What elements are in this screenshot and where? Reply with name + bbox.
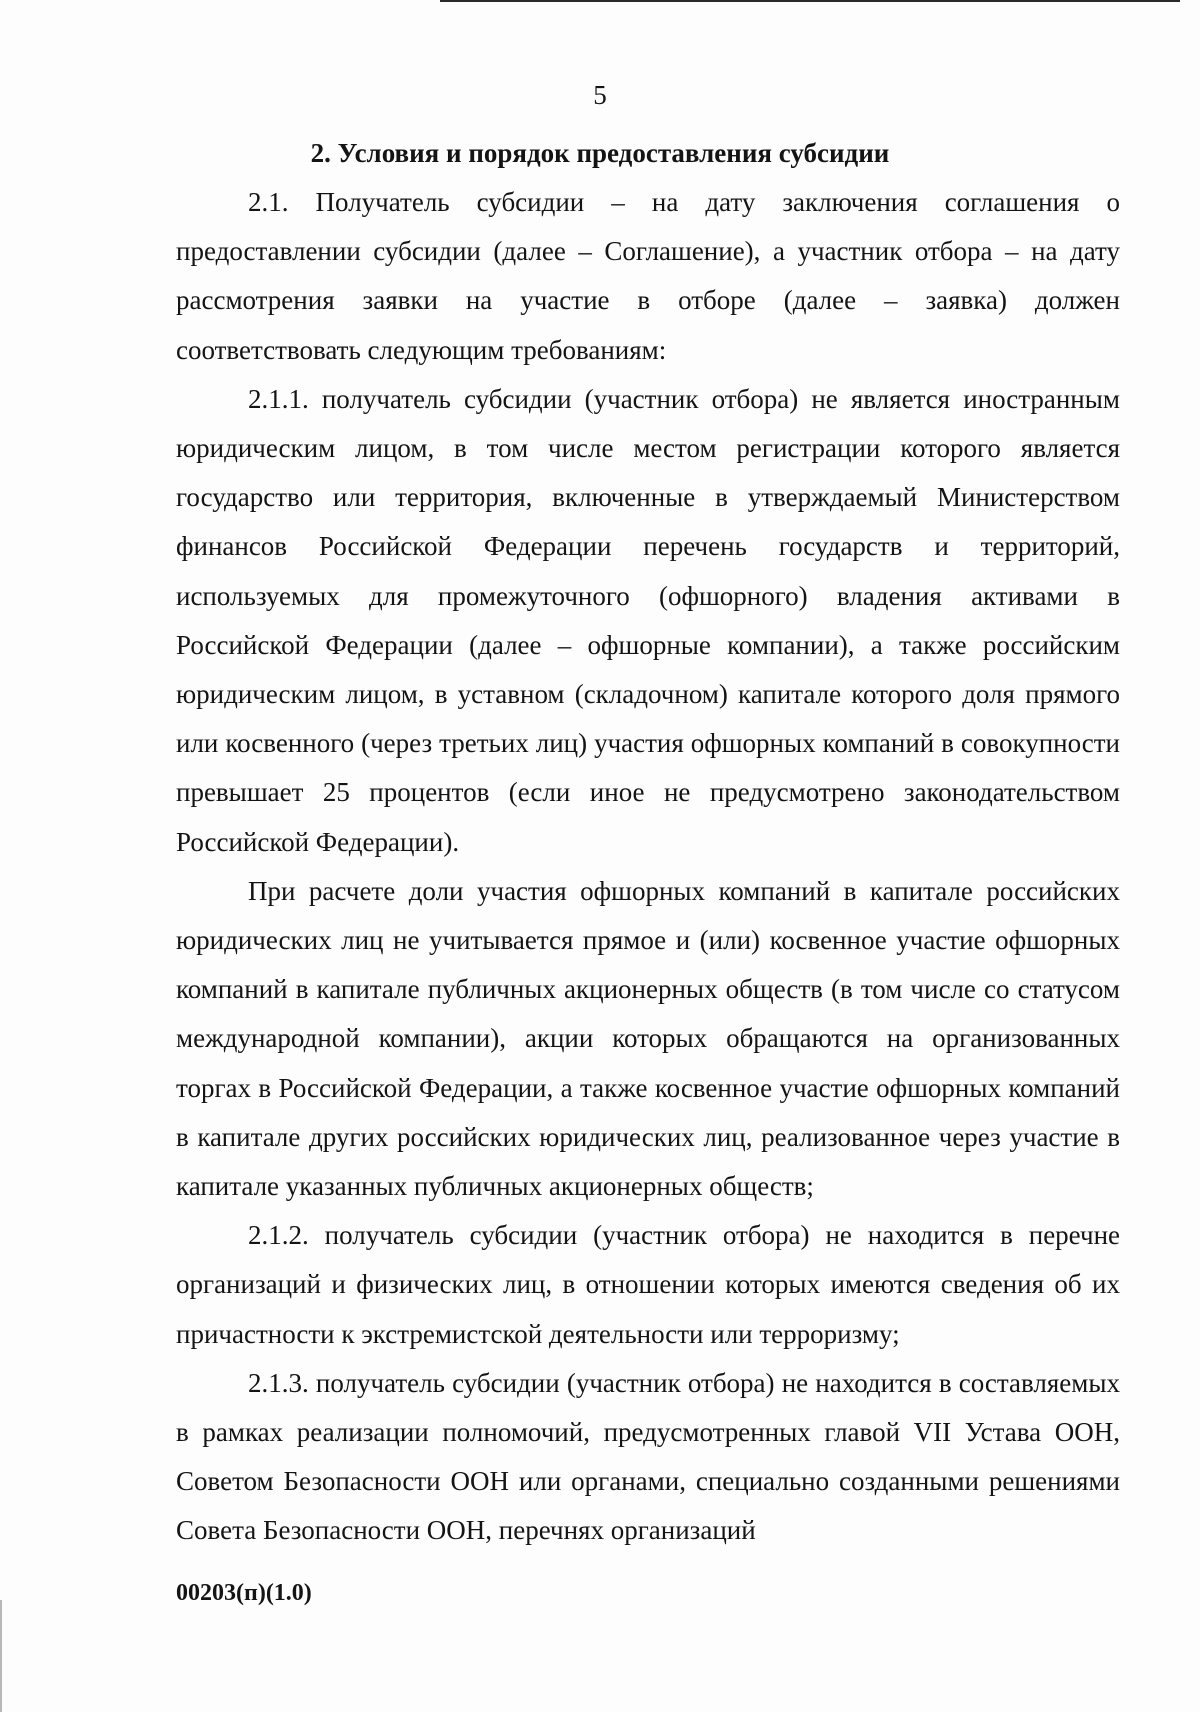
paragraph-2-1-1: 2.1.1. получатель субсидии (участник отбора) не является иностранным юридическим лицом, в том числе местом регистрации которого является государство или территория, включенные в утверждаемый Министерством финансов Российской Федерации перечень государств и территорий, используемых для промежуточного (офшорного) владения активами в Российской Федерации (далее – офшорные компании), а также российским юридическим лицом, в уставном (складочном) капитале которого доля прямого или косвенного (через третьих лиц) участия офшорных компаний в совокупности превышает 25 процентов (если иное не предусмотрено законодательством Российской Федерации). xyxy=(176,383,1120,857)
top-edge-rule xyxy=(440,0,1180,2)
paragraph-2-1-2: 2.1.2. получатель субсидии (участник отбора) не находится в перечне организаций и физических лиц, в отношении которых имеются сведения об их причастности к экстремистской деятельности или терроризму; xyxy=(176,1220,1120,1349)
paragraph-offshore-calculation: При расчете доли участия офшорных компаний в капитале российских юридических лиц не учитывается прямое и (или) косвенное участие офшорных компаний в капитале публичных акционерных обществ (в том числе со статусом международной компании), акции которых обращаются на организованных торгах в Российской Федерации, а также косвенное участие офшорных компаний в капитале других российских юридических лиц, реализованное через участие в капитале указанных публичных акционерных обществ; xyxy=(176,875,1120,1202)
document-code: 00203(п)(1.0) xyxy=(176,1580,312,1606)
paragraph-2-1: 2.1. Получатель субсидии – на дату заключения соглашения о предоставлении субсидии (далее – Соглашение), а участник отбора – на дату рассмотрения заявки на участие в отборе (далее – заявка) должен соответствовать следующим требованиям: xyxy=(176,187,1120,365)
section-heading: 2. Условия и порядок предоставления субсидии xyxy=(310,138,890,168)
scan-edge-mark xyxy=(0,1600,2,1712)
page-number: 5 xyxy=(593,80,607,110)
document-body xyxy=(176,178,1120,1556)
paragraph-2-1-3: 2.1.3. получатель субсидии (участник отбора) не находится в составляемых в рамках реализации полномочий, предусмотренных главой VII Устава ООН, Советом Безопасности ООН или органами, специально созданными решениями Совета Безопасности ООН, перечнях организаций xyxy=(176,1367,1120,1546)
